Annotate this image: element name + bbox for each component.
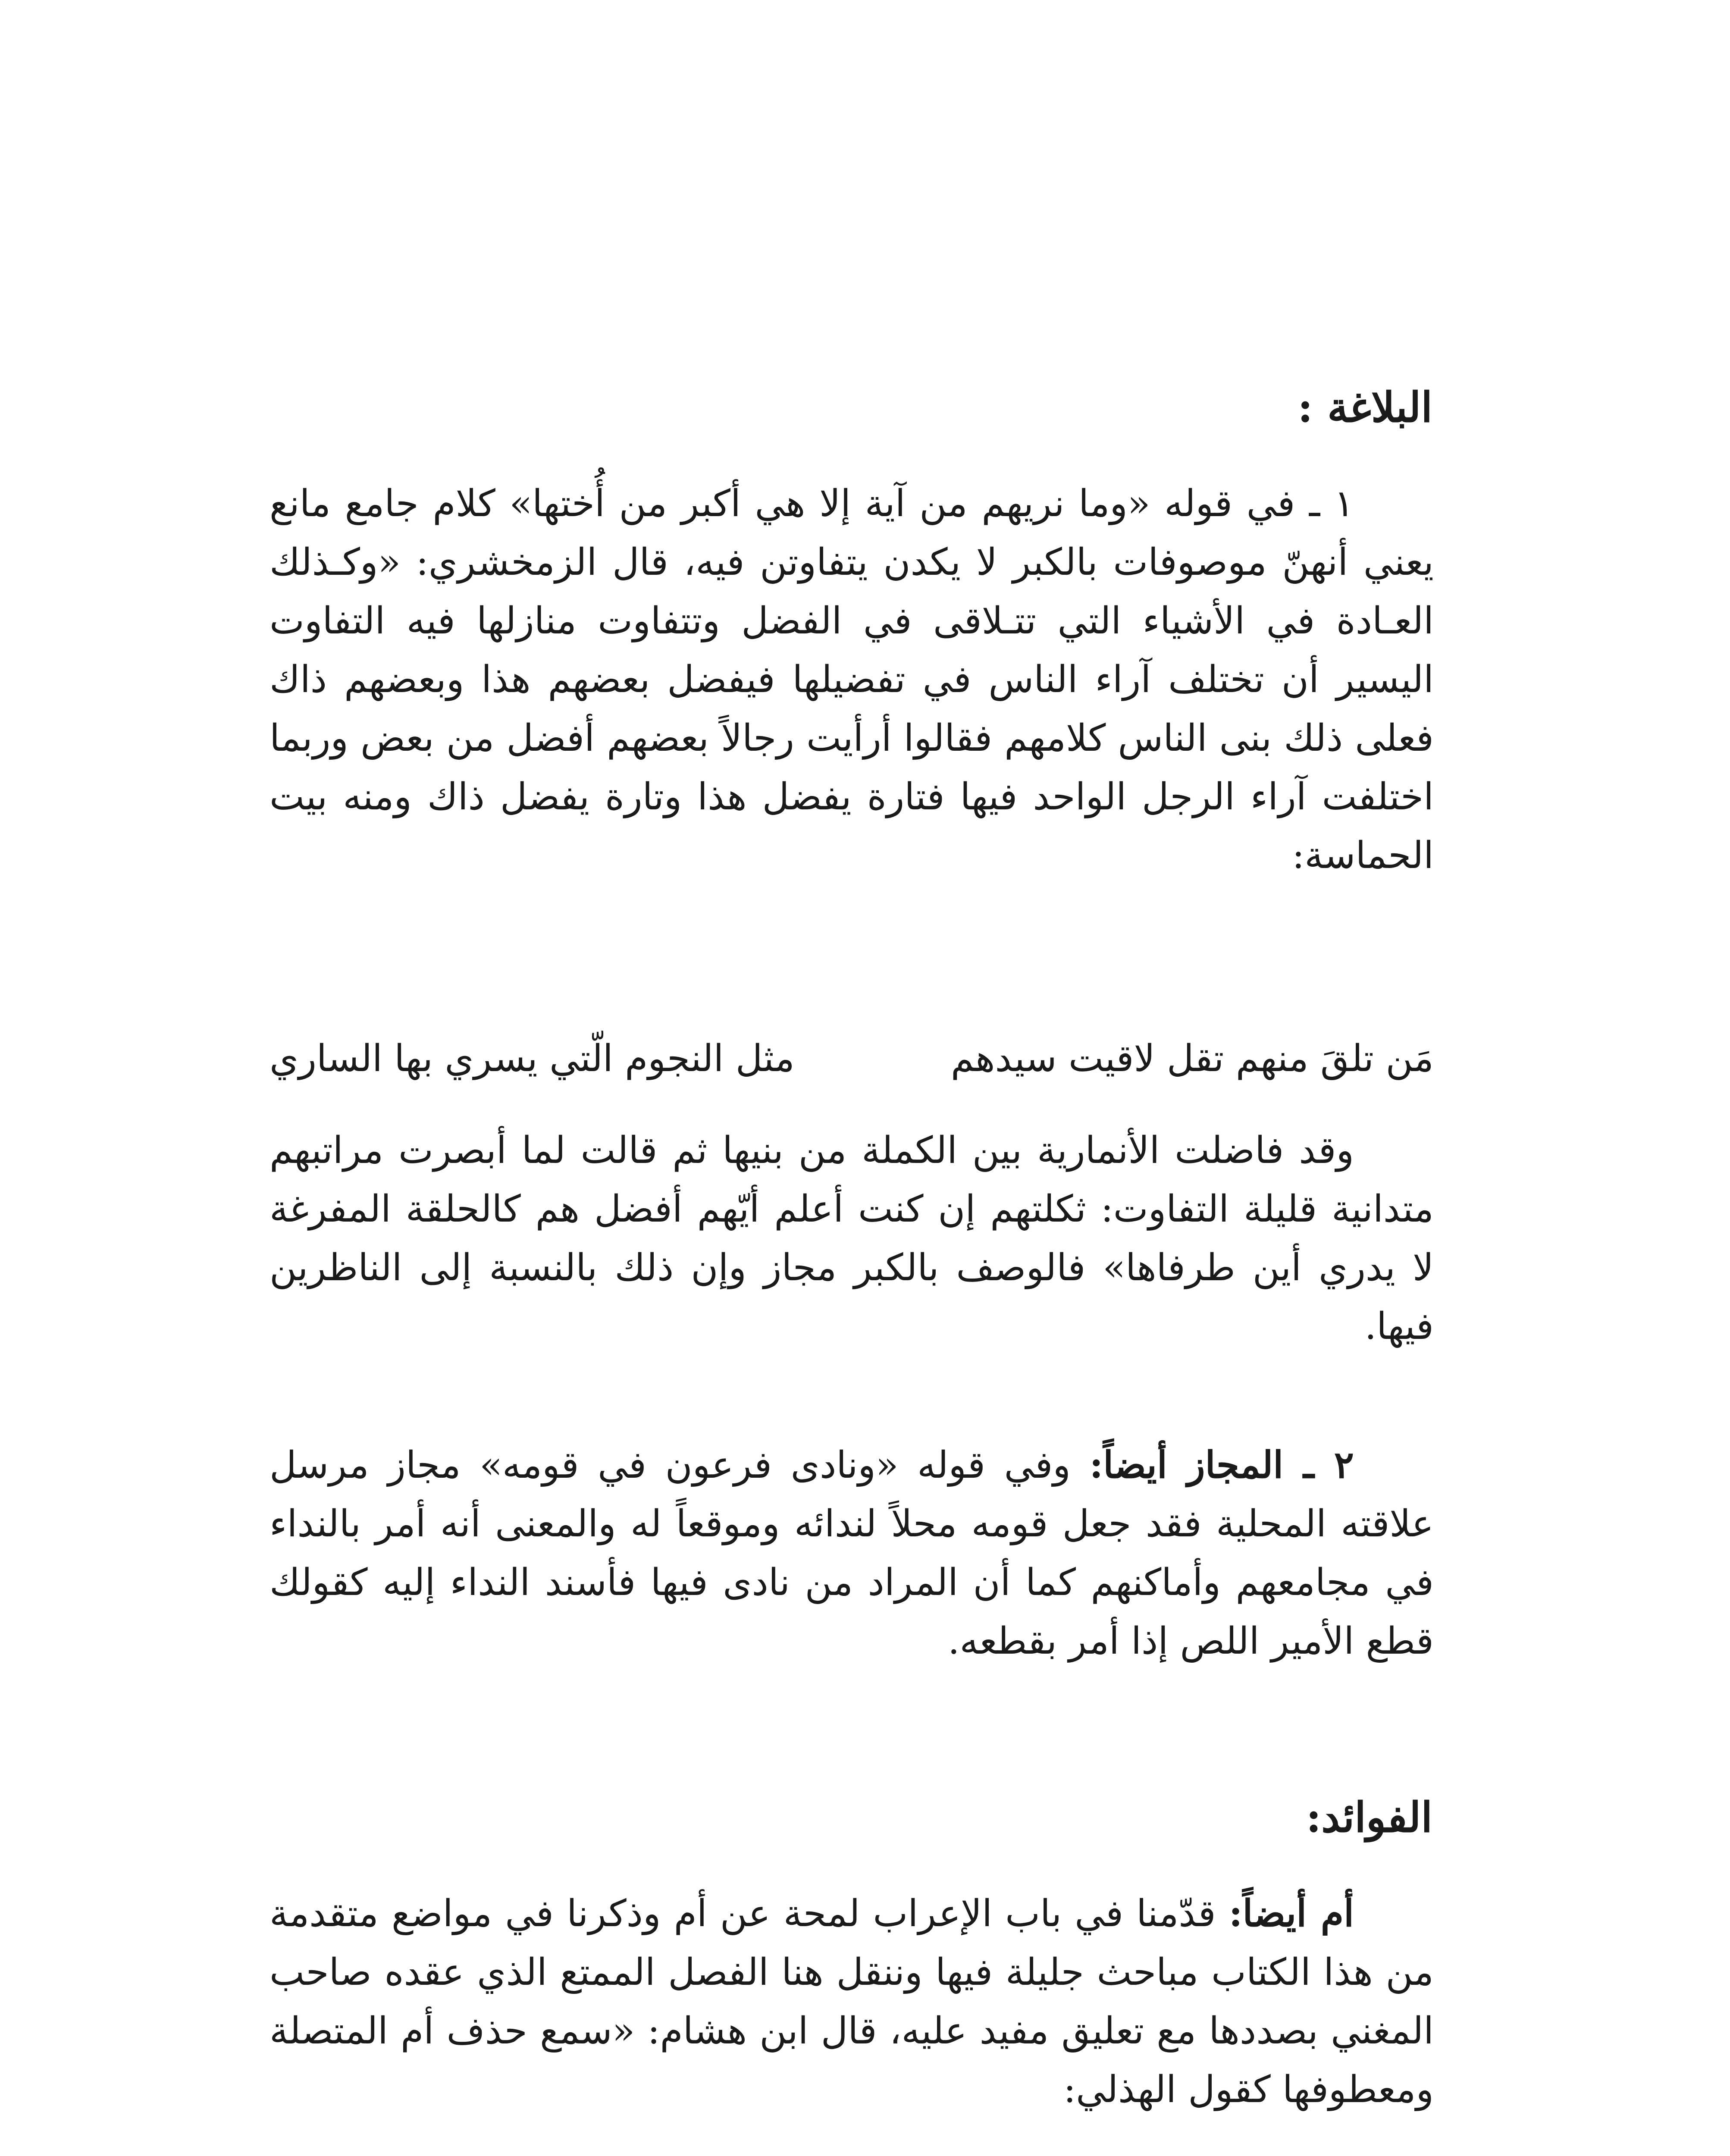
poetry-verse — [270, 1028, 1434, 1089]
verse-first-hemistich: مَن تلقَ منهم تقل لاقيت سيدهم — [950, 1037, 1434, 1080]
paragraph-4 — [270, 1884, 1434, 2119]
verse-second-hemistich: مثل النجوم الّتي يسري بها الساري — [270, 1037, 795, 1080]
paragraph-3-text — [270, 1436, 1434, 1670]
paragraph-4-text — [270, 1884, 1434, 2119]
paragraph-4-lead: أم أيضاً: — [1229, 1892, 1354, 1935]
paragraph-2-text: وقد فاضلت الأنمارية بين الكملة من بنيها ثم قالت لما أبصرت مراتبهم متدانية قليلة التفاوت: ثكلتهم إن كنت أعلم أيّهم أفضل هم كالحلقة المفرغة لا يدري أين طرفاها» فالوصف بالكبر مجاز وإن ذلك بالنسبة إلى الناظرين فيها. — [270, 1129, 1434, 1348]
paragraph-3-body: وفي قوله «ونادى فرعون في قومه» مجاز مرسل علاقته المحلية فقد جعل قومه محلاً لندائه وموقعاً له والمعنى أنه أمر بالنداء في مجامعهم وأماكنهم كما أن المراد من نادى فيها فأسند النداء إليه كقولك قطع الأمير اللص إذا أمر بقطعه. — [270, 1444, 1434, 1663]
paragraph-3-lead: ٢ ـ المجاز أيضاً: — [1089, 1443, 1354, 1487]
paragraph-3 — [270, 1436, 1434, 1670]
paragraph-1-number: ١ ـ — [1309, 482, 1354, 525]
paragraph-2 — [270, 1121, 1434, 1356]
paragraph-4-body: قدّمنا في باب الإعراب لمحة عن أم وذكرنا في مواضع متقدمة من هذا الكتاب مباحث جليلة فيها وننقل هنا الفصل الممتع الذي عقده صاحب المغني بصددها مع تعليق مفيد عليه، قال ابن هشام: «سمع حذف أم المتصلة ومعطوفها كقول الهذلي: — [270, 1892, 1434, 2111]
section-heading-fawaid: الفوائد: — [1306, 1793, 1432, 1842]
paragraph-1-body: في قوله «وما نريهم من آية إلا هي أكبر من أُختها» كلام جامع مانع يعني أنهنّ موصوفات بالكبر لا يكدن يتفاوتن فيه، قال الزمخشري: «وكـذلك العـادة في الأشياء التي تتـلاقى في الفضل وتتفاوت منازلها فيه التفاوت اليسير أن تختلف آراء الناس في تفضيلها فيفضل بعضهم هذا وبعضهم ذاك فعلى ذلك بنى الناس كلامهم فقالوا أرأيت رجالاً بعضهم أفضل من بعض وربما اختلفت آراء الرجل الواحد فيها فتارة يفضل هذا وتارة يفضل ذاك ومنه بيت الحماسة: — [270, 482, 1434, 877]
paragraph-1-text — [270, 474, 1434, 885]
paragraph-1 — [270, 474, 1434, 885]
section-heading-balagha: البلاغة : — [1298, 383, 1432, 432]
